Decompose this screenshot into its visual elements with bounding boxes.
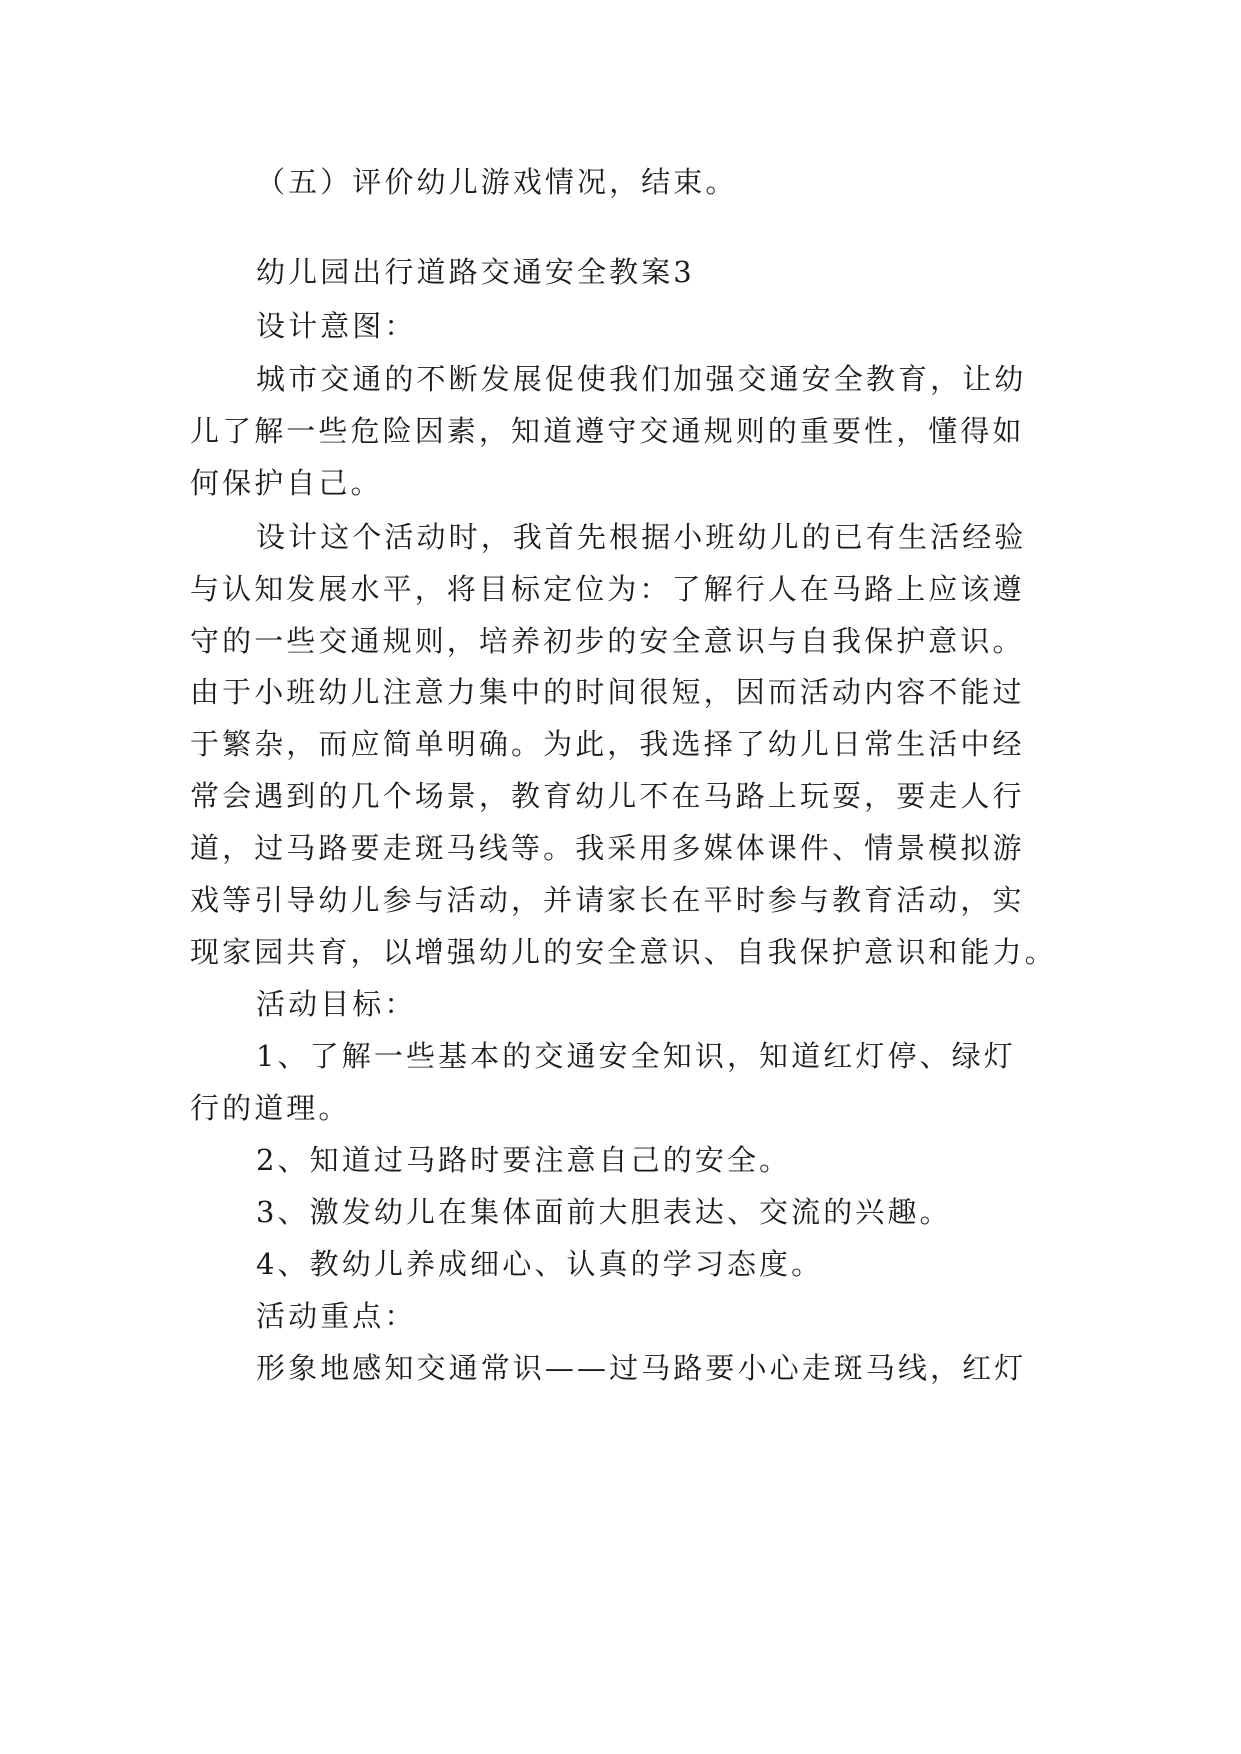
paragraph-line: 于繁杂，而应简单明确。为此，我选择了幼儿日常生活中经 xyxy=(190,727,1025,761)
heading-activity-focus: 活动重点： xyxy=(256,1299,417,1333)
paragraph-line: 与认知发展水平，将目标定位为：了解行人在马路上应该遵 xyxy=(190,572,1025,606)
section-closing-line: （五）评价幼儿游戏情况，结束。 xyxy=(256,165,738,199)
paragraph-line: 何保护自己。 xyxy=(190,466,383,500)
paragraph-line: 形象地感知交通常识——过马路要小心走斑马线，红灯 xyxy=(256,1351,1027,1385)
paragraph-line: 城市交通的不断发展促使我们加强交通安全教育，让幼 xyxy=(256,362,1027,396)
paragraph-line: 道，过马路要走斑马线等。我采用多媒体课件、情景模拟游 xyxy=(190,831,1025,865)
paragraph-line: 由于小班幼儿注意力集中的时间很短，因而活动内容不能过 xyxy=(190,675,1025,709)
goal-item-1-continued: 行的道理。 xyxy=(190,1091,351,1125)
goal-item-4: 4、教幼儿养成细心、认真的学习态度。 xyxy=(256,1247,824,1281)
heading-activity-goals: 活动目标： xyxy=(256,987,417,1021)
paragraph-line: 守的一些交通规则，培养初步的安全意识与自我保护意识。 xyxy=(190,624,1025,658)
paragraph-line: 常会遇到的几个场景，教育幼儿不在马路上玩耍，要走人行 xyxy=(190,779,1025,813)
paragraph-line: 设计这个活动时，我首先根据小班幼儿的已有生活经验 xyxy=(256,520,1027,554)
lesson-title: 幼儿园出行道路交通安全教案3 xyxy=(256,255,695,289)
goal-item-2: 2、知道过马路时要注意自己的安全。 xyxy=(256,1143,792,1177)
goal-item-1: 1、了解一些基本的交通安全知识，知道红灯停、绿灯 xyxy=(256,1039,1016,1073)
paragraph-line: 儿了解一些危险因素，知道遵守交通规则的重要性，懂得如 xyxy=(190,414,1025,448)
paragraph-line: 现家园共育，以增强幼儿的安全意识、自我保护意识和能力。 xyxy=(190,935,1057,969)
paragraph-line: 戏等引导幼儿参与活动，并请家长在平时参与教育活动，实 xyxy=(190,883,1025,917)
heading-design-intent: 设计意图： xyxy=(256,309,417,343)
goal-item-3: 3、激发幼儿在集体面前大胆表达、交流的兴趣。 xyxy=(256,1195,952,1229)
